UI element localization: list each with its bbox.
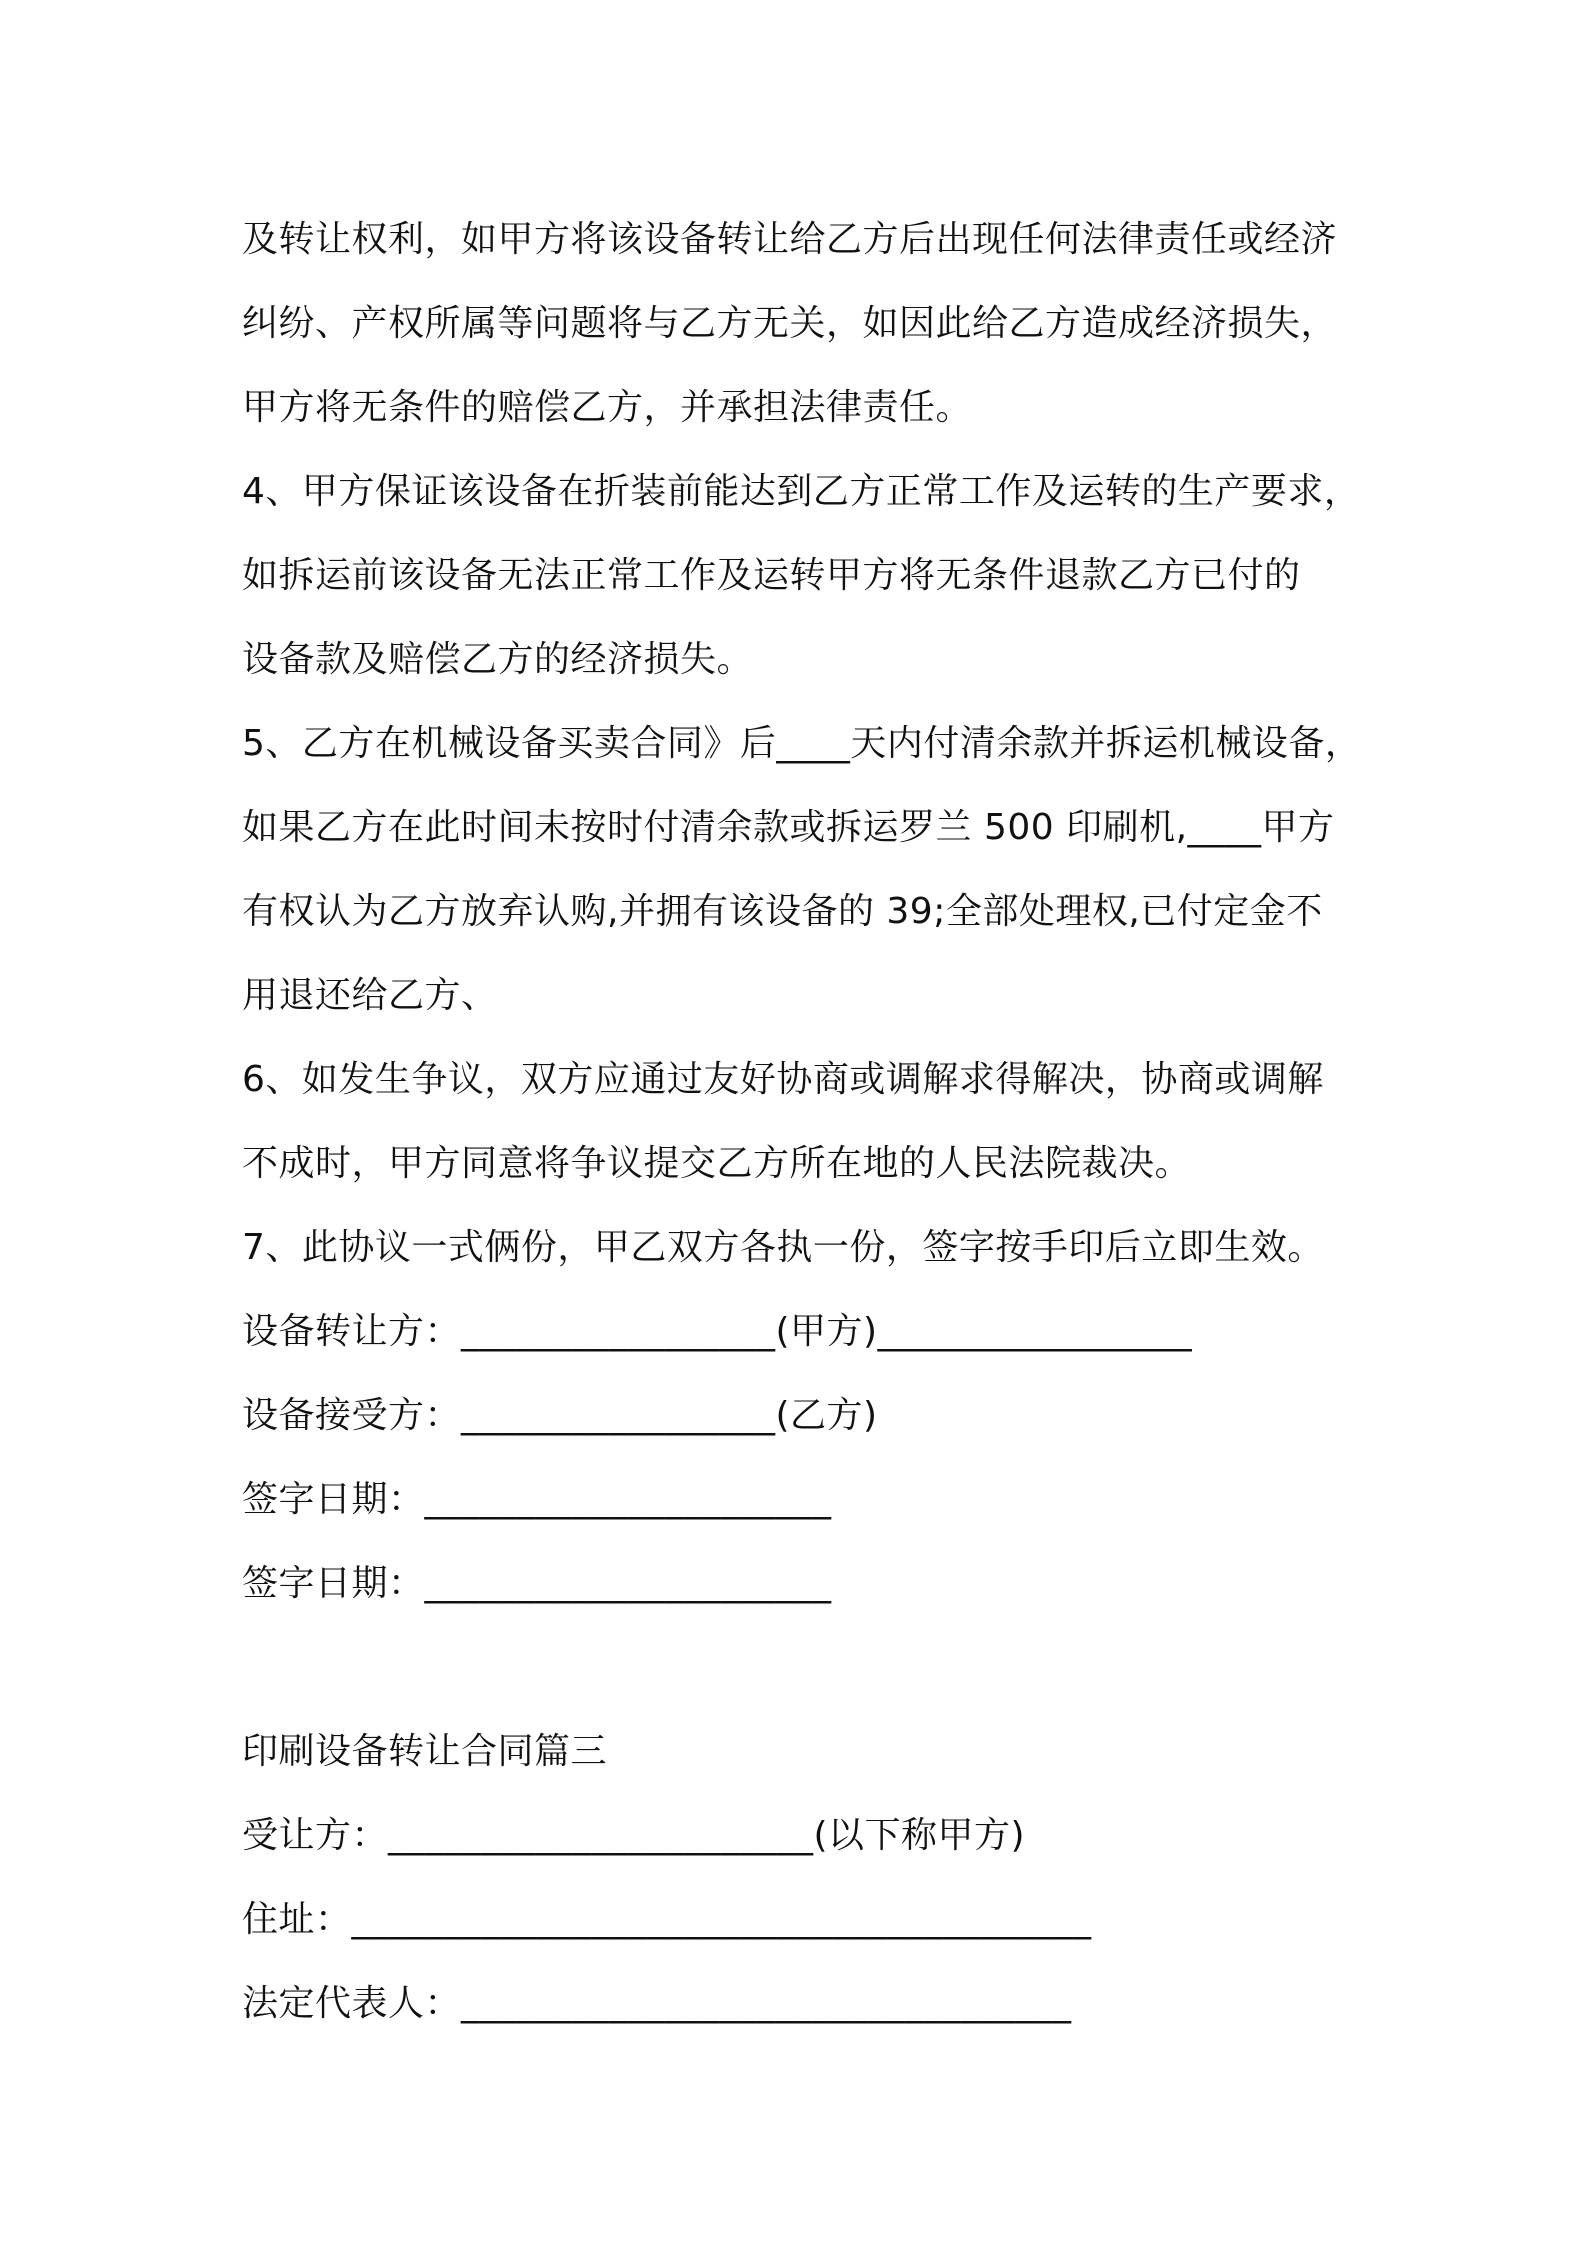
sign-date-line: 签字日期：______________________	[242, 1479, 832, 1520]
clause-5-line: 有权认为乙方放弃认购,并拥有该设备的 39;全部处理权,已付定金不	[242, 891, 1323, 932]
paragraph-line: 及转让权利，如甲方将该设备转让给乙方后出现任何法律责任或经济	[242, 219, 1338, 260]
legal-representative-field-line: 法定代表人：_________________________________	[242, 1983, 1072, 2024]
receiver-signature-line: 设备接受方：_________________(乙方)	[242, 1395, 878, 1436]
clause-5-line: 如果乙方在此时间未按时付清余款或拆运罗兰 500 印刷机,____甲方	[242, 807, 1335, 848]
address-field-line: 住址：________________________________________	[242, 1899, 1092, 1940]
paragraph-line: 纠纷、产权所属等问题将与乙方无关，如因此给乙方造成经济损失，	[242, 303, 1338, 344]
clause-6-line: 6、如发生争议，双方应通过友好协商或调解求得解决，协商或调解	[242, 1059, 1324, 1100]
clause-4-line: 如拆运前该设备无法正常工作及运转甲方将无条件退款乙方已付的	[242, 555, 1301, 596]
transferor-signature-line: 设备转让方：_________________(甲方)_________________	[242, 1311, 1193, 1352]
section-title: 印刷设备转让合同篇三	[242, 1731, 608, 1772]
assignee-field-line: 受让方：_______________________(以下称甲方)	[242, 1815, 1026, 1856]
clause-5-line: 用退还给乙方、	[242, 975, 498, 1016]
sign-date-line: 签字日期：______________________	[242, 1563, 832, 1604]
clause-4-line: 4、甲方保证该设备在折装前能达到乙方正常工作及运转的生产要求，	[242, 471, 1361, 512]
clause-7-line: 7、此协议一式俩份，甲乙双方各执一份，签字按手印后立即生效。	[242, 1227, 1324, 1268]
paragraph-line: 甲方将无条件的赔偿乙方，并承担法律责任。	[242, 387, 973, 428]
document-body	[242, 198, 1382, 2046]
section-spacer	[242, 1626, 1382, 1710]
clause-5-line: 5、乙方在机械设备买卖合同》后____天内付清余款并拆运机械设备，	[242, 723, 1362, 764]
clause-6-line: 不成时，甲方同意将争议提交乙方所在地的人民法院裁决。	[242, 1143, 1192, 1184]
clause-4-line: 设备款及赔偿乙方的经济损失。	[242, 639, 754, 680]
